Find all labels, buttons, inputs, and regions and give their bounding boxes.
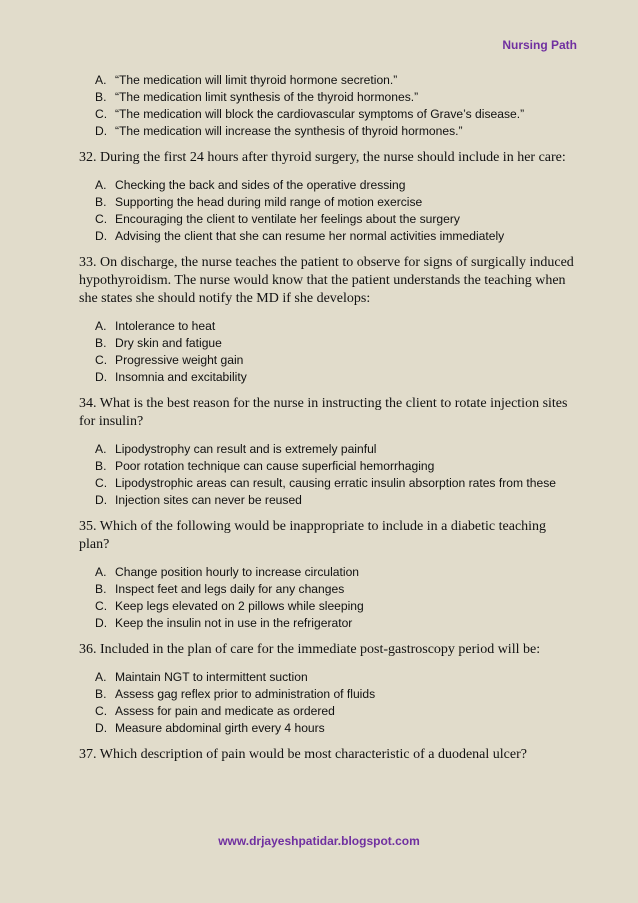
answer-option [79,615,579,632]
answer-option [79,686,579,703]
answer-option [79,318,579,335]
answer-option [79,441,579,458]
option-text: Measure abdominal girth every 4 hours [115,721,325,735]
answer-options [79,318,579,386]
answer-option [79,369,579,386]
option-letter: B. [95,90,107,104]
option-letter: A. [95,565,107,579]
answer-option [79,598,579,615]
option-letter: B. [95,336,107,350]
option-letter: C. [95,599,108,613]
option-text: Insomnia and excitability [115,370,247,384]
answer-options [79,72,579,140]
option-text: Lipodystrophy can result and is extremely painful [115,442,377,456]
option-letter: B. [95,687,107,701]
option-letter: A. [95,442,107,456]
option-letter: C. [95,107,108,121]
question-text: 34. What is the best reason for the nurse in instructing the client to rotate injection sites for insulin? [79,396,568,429]
question-text: 36. Included in the plan of care for the immediate post-gastroscopy period will be: [79,642,541,657]
option-text: Supporting the head during mild range of motion exercise [115,195,423,209]
option-text: Poor rotation technique can cause superficial hemorrhaging [115,459,435,473]
answer-option [79,492,579,509]
option-text: Advising the client that she can resume her normal activities immediately [115,229,505,243]
answer-option [79,720,579,737]
option-letter: B. [95,582,107,596]
option-text: Inspect feet and legs daily for any changes [115,582,345,596]
option-letter: D. [95,124,108,138]
answer-option [79,564,579,581]
option-letter: C. [95,212,108,226]
answer-option [79,72,579,89]
question-text: 35. Which of the following would be inappropriate to include in a diabetic teaching plan? [79,519,547,552]
option-text: Dry skin and fatigue [115,336,222,350]
option-text: Keep the insulin not in use in the refrigerator [115,616,353,630]
answer-options [79,177,579,245]
answer-option [79,194,579,211]
option-text: Checking the back and sides of the operative dressing [115,178,406,192]
option-letter: D. [95,229,108,243]
option-text: “The medication will increase the synthesis of thyroid hormones.” [115,124,463,138]
answer-option [79,211,579,228]
option-letter: A. [95,670,107,684]
answer-option [79,475,579,492]
option-text: Assess gag reflex prior to administration of fluids [115,687,376,701]
option-letter: C. [95,704,108,718]
option-text: Injection sites can never be reused [115,493,302,507]
answer-option [79,123,579,140]
option-letter: A. [95,178,107,192]
answer-option [79,703,579,720]
question-text: 32. During the first 24 hours after thyroid surgery, the nurse should include in her care: [79,150,566,165]
page-content [79,72,579,774]
answer-option [79,458,579,475]
option-letter: D. [95,493,108,507]
footer-url: www.drjayeshpatidar.blogspot.com [218,834,420,848]
answer-option [79,581,579,598]
answer-option [79,106,579,123]
option-letter: A. [95,319,107,333]
option-text: Progressive weight gain [115,353,244,367]
option-text: Keep legs elevated on 2 pillows while sleeping [115,599,364,613]
answer-options [79,669,579,737]
option-letter: D. [95,616,108,630]
answer-option [79,228,579,245]
question-text: 37. Which description of pain would be most characteristic of a duodenal ulcer? [79,747,527,762]
option-letter: D. [95,370,108,384]
option-text: Maintain NGT to intermittent suction [115,670,308,684]
answer-options [79,564,579,632]
answer-option [79,669,579,686]
option-text: “The medication limit synthesis of the thyroid hormones.” [115,90,419,104]
option-text: Lipodystrophic areas can result, causing erratic insulin absorption rates from these [115,476,556,490]
option-letter: A. [95,73,107,87]
option-letter: C. [95,353,108,367]
option-text: Intolerance to heat [115,319,216,333]
answer-option [79,335,579,352]
option-letter: D. [95,721,108,735]
option-letter: B. [95,195,107,209]
option-text: Encouraging the client to ventilate her feelings about the surgery [115,212,460,226]
option-text: “The medication will limit thyroid hormone secretion.” [115,73,398,87]
option-text: “The medication will block the cardiovascular symptoms of Grave’s disease.” [115,107,525,121]
page-header-title: Nursing Path [502,38,577,52]
answer-option [79,89,579,106]
option-text: Change position hourly to increase circulation [115,565,360,579]
option-text: Assess for pain and medicate as ordered [115,704,335,718]
question-text: 33. On discharge, the nurse teaches the patient to observe for signs of surgically induced hypothyroidism. The nurse would know that the patient understands the teaching when she states she should notify the MD if she develops: [79,255,574,306]
option-letter: B. [95,459,107,473]
answer-option [79,352,579,369]
option-letter: C. [95,476,108,490]
answer-options [79,441,579,509]
answer-option [79,177,579,194]
